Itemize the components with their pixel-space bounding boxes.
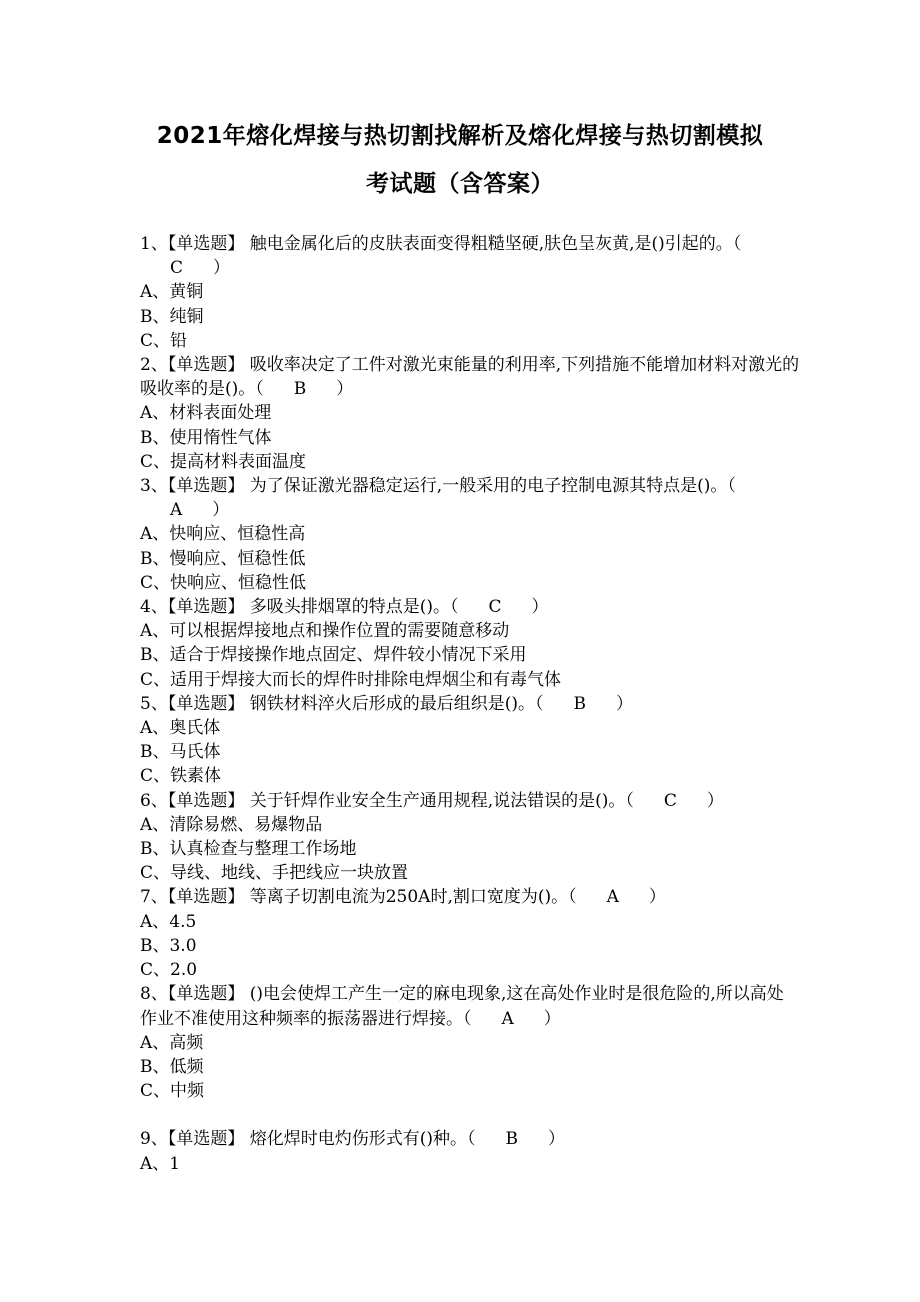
- question-type-tag: 【单选题】: [167, 887, 245, 908]
- answer-option: B、3.0: [140, 935, 197, 956]
- answer-option: C、快响应、恒稳性低: [140, 572, 307, 593]
- question-text: 钢铁材料淬火后形成的最后组织是()。: [249, 693, 535, 714]
- answer-paren-open: （: [568, 887, 577, 908]
- question-stem: [140, 474, 800, 522]
- answer-paren-close: ）: [212, 500, 230, 521]
- question-type-tag: 【单选题】: [167, 984, 245, 1005]
- question-stem: [140, 982, 800, 1030]
- question-number: 4、: [140, 597, 168, 618]
- answer-letter: B: [573, 693, 586, 714]
- answer-paren-open: （: [535, 693, 544, 714]
- question-number: 6、: [140, 790, 168, 811]
- question-stem: [140, 692, 800, 716]
- answer-option: A、高频: [140, 1032, 204, 1053]
- answer-paren-open: （: [732, 234, 742, 254]
- answer-paren-open: （: [467, 1129, 476, 1150]
- answer-letter: C: [170, 258, 184, 279]
- answer-paren-close: ）: [706, 790, 724, 811]
- question-number: 8、: [140, 984, 168, 1005]
- answer-letter: B: [505, 1129, 518, 1150]
- answer-option: B、纯铜: [140, 306, 204, 327]
- answer-paren-open: （: [255, 379, 264, 400]
- answer-option: B、适合于焊接操作地点固定、焊件较小情况下采用: [140, 645, 527, 666]
- answer-paren-close: ）: [616, 693, 633, 714]
- answer-option: C、铁素体: [140, 766, 222, 787]
- question-stem: [140, 789, 800, 813]
- answer-letter: A: [501, 1008, 514, 1029]
- question-stem: [140, 885, 800, 909]
- question-text: ()电会使焊工产生一定的麻电现象,这在高处作业时是很危险的,所以高处作业不准使用这种频率的振荡器进行焊接。: [140, 984, 784, 1029]
- answer-option: B、马氏体: [140, 742, 221, 763]
- answer-option: B、低频: [140, 1056, 204, 1077]
- question-number: 1、: [140, 234, 168, 254]
- question-text: 触电金属化后的皮肤表面变得粗糙坚硬,肤色呈灰黄,是()引起的。: [249, 234, 733, 254]
- blank-line: [140, 1103, 800, 1127]
- question-text: 吸收率决定了工件对激光束能量的利用率,下列措施不能增加材料对激光的吸收率的是()。: [140, 355, 800, 400]
- title-line-1: 2021年熔化焊接与热切割找解析及熔化焊接与热切割模拟: [156, 123, 764, 149]
- answer-letter: A: [606, 887, 619, 908]
- question-type-tag: 【单选题】: [167, 234, 245, 254]
- title-line-2: 考试题（含答案）: [366, 171, 554, 197]
- answer-option: A、材料表面处理: [140, 403, 272, 424]
- answer-letter: B: [293, 379, 307, 400]
- answer-paren-open: （: [463, 1008, 472, 1029]
- question-number: 2、: [140, 355, 168, 376]
- answer-paren-close: ）: [648, 887, 666, 908]
- question-text: 多吸头排烟罩的特点是()。: [249, 597, 450, 618]
- answer-paren-open: （: [727, 476, 736, 497]
- question-type-tag: 【单选题】: [167, 476, 245, 497]
- answer-option: C、导线、地线、手把线应一块放置: [140, 863, 409, 884]
- answer-letter: C: [663, 790, 677, 811]
- question-stem: [140, 595, 800, 619]
- question-stem: [140, 232, 800, 280]
- question-number: 9、: [140, 1129, 168, 1150]
- answer-option: A、黄铜: [140, 282, 204, 303]
- document-title: [130, 112, 790, 208]
- answer-paren-open: （: [625, 790, 634, 811]
- answer-paren-close: ）: [336, 379, 354, 400]
- answer-option: A、奥氏体: [140, 718, 221, 739]
- question-text: 等离子切割电流为250A时,割口宽度为()。: [249, 887, 569, 908]
- answer-paren-close: ）: [543, 1008, 561, 1029]
- answer-option: A、可以根据焊接地点和操作位置的需要随意移动: [140, 621, 510, 642]
- question-text: 关于钎焊作业安全生产通用规程,说法错误的是()。: [249, 790, 626, 811]
- question-type-tag: 【单选题】: [167, 790, 245, 811]
- question-number: 5、: [140, 693, 168, 714]
- question-type-tag: 【单选题】: [167, 597, 245, 618]
- answer-option: B、认真检查与整理工作场地: [140, 839, 357, 860]
- answer-option: C、中频: [140, 1081, 205, 1102]
- question-type-tag: 【单选题】: [167, 693, 245, 714]
- question-list: [140, 232, 800, 1176]
- answer-letter: A: [170, 500, 183, 521]
- question-type-tag: 【单选题】: [167, 355, 245, 376]
- answer-letter: C: [488, 597, 502, 618]
- answer-paren-close: ）: [213, 258, 231, 279]
- answer-paren-close: ）: [548, 1129, 565, 1150]
- question-stem: [140, 1127, 800, 1151]
- answer-option: C、2.0: [140, 960, 198, 981]
- answer-paren-open: （: [450, 597, 459, 618]
- answer-option: A、清除易燃、易爆物品: [140, 814, 323, 835]
- answer-option: B、使用惰性气体: [140, 427, 272, 448]
- answer-paren-close: ）: [531, 597, 549, 618]
- question-text: 熔化焊时电灼伤形式有()种。: [249, 1129, 467, 1150]
- answer-option: A、1: [140, 1153, 181, 1174]
- answer-option: A、4.5: [140, 911, 197, 932]
- question-text: 为了保证激光器稳定运行,一般采用的电子控制电源其特点是()。: [249, 476, 728, 497]
- answer-option: A、快响应、恒稳性高: [140, 524, 306, 545]
- question-number: 3、: [140, 476, 168, 497]
- answer-option: B、慢响应、恒稳性低: [140, 548, 306, 569]
- question-type-tag: 【单选题】: [167, 1129, 245, 1150]
- answer-option: C、铅: [140, 330, 188, 351]
- question-number: 7、: [140, 887, 168, 908]
- answer-option: C、适用于焊接大而长的焊件时排除电焊烟尘和有毒气体: [140, 669, 562, 690]
- question-stem: [140, 353, 800, 401]
- answer-option: C、提高材料表面温度: [140, 451, 307, 472]
